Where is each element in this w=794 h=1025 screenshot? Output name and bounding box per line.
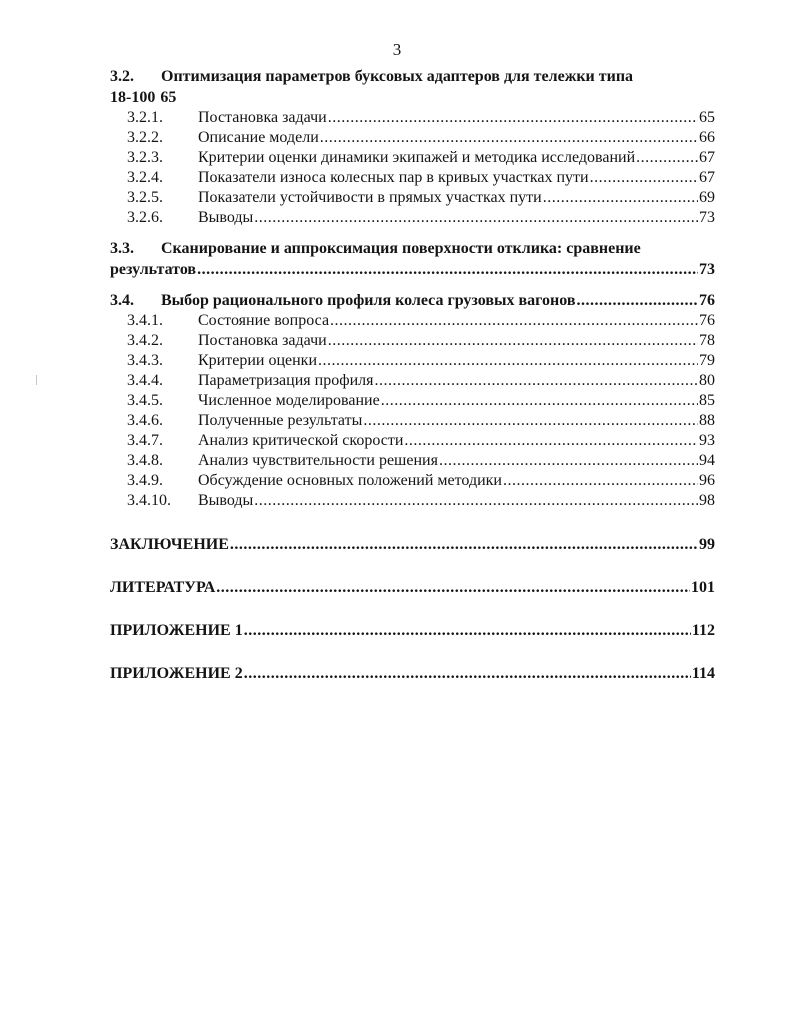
item-number: 3.2.3. [127, 149, 163, 166]
toc-item[interactable] [110, 491, 715, 511]
dot-leader [244, 619, 691, 643]
section-page: 76 [699, 292, 715, 309]
item-page: 88 [699, 412, 715, 429]
item-number: 3.4.8. [127, 452, 163, 469]
toc-conclusion[interactable] [110, 533, 715, 557]
entry-title: ПРИЛОЖЕНИЕ 1 [110, 622, 243, 639]
section-number: 3.2. [110, 68, 134, 85]
page-number: 3 [392, 40, 402, 59]
dot-leader [328, 331, 698, 351]
section-page: 65 [160, 89, 177, 106]
scan-artifact [36, 375, 37, 385]
item-number: 3.2.6. [127, 209, 163, 226]
toc-item[interactable] [110, 411, 715, 431]
dot-leader [254, 208, 698, 228]
toc-item[interactable] [110, 451, 715, 471]
entry-title: ЛИТЕРАТУРА [110, 579, 216, 596]
item-page: 98 [699, 492, 715, 509]
toc-item[interactable] [110, 331, 715, 351]
toc-section-3-3-continuation[interactable] [110, 259, 715, 280]
item-page: 67 [699, 169, 715, 186]
section-title: Сканирование и аппроксимация поверхности отклика: сравнение [161, 240, 641, 257]
dot-leader [230, 533, 698, 557]
item-number: 3.4.3. [127, 352, 163, 369]
dot-leader [320, 128, 698, 148]
item-number: 3.4.1. [127, 312, 163, 329]
item-page: 93 [699, 432, 715, 449]
toc-section-3-2-continuation[interactable] [110, 87, 715, 108]
dot-leader [439, 451, 698, 471]
item-number: 3.4.9. [127, 472, 163, 489]
toc-item[interactable] [110, 471, 715, 491]
toc-item[interactable] [110, 391, 715, 411]
dot-leader [576, 290, 698, 311]
section-title-continuation: 18-100 [110, 89, 156, 106]
dot-leader [197, 259, 698, 280]
item-page: 67 [699, 149, 715, 166]
dot-leader [404, 431, 698, 451]
section-title: Оптимизация параметров буксовых адаптеров для тележки типа [161, 68, 634, 85]
item-title: Анализ критической скорости [198, 432, 404, 449]
item-title: Параметризация профиля [198, 372, 374, 389]
item-number: 3.4.2. [127, 332, 163, 349]
item-page: 78 [699, 332, 715, 349]
dot-leader [328, 108, 698, 128]
section-title: Выбор рационального профиля колеса грузовых вагонов [161, 292, 576, 309]
item-page: 66 [699, 129, 715, 146]
item-number: 3.2.2. [127, 129, 163, 146]
entry-title: ЗАКЛЮЧЕНИЕ [110, 536, 229, 553]
dot-leader [503, 471, 698, 491]
section-number: 3.3. [110, 240, 134, 257]
toc-section-3-2[interactable] [110, 66, 715, 87]
item-title: Полученные результаты [198, 412, 363, 429]
toc-item[interactable] [110, 108, 715, 128]
toc-item[interactable] [110, 168, 715, 188]
item-page: 73 [699, 209, 715, 226]
item-title: Обсуждение основных положений методики [198, 472, 502, 489]
item-title: Критерии оценки динамики экипажей и методика исследований [198, 149, 636, 166]
section-title-continuation: результатов [110, 261, 197, 278]
toc-appendix-1[interactable] [110, 619, 715, 643]
toc-item[interactable] [110, 148, 715, 168]
dot-leader [216, 576, 690, 600]
item-page: 79 [699, 352, 715, 369]
dot-leader [543, 188, 698, 208]
toc-section-3-4[interactable] [110, 290, 715, 311]
toc-item[interactable] [110, 431, 715, 451]
toc-item[interactable] [110, 128, 715, 148]
toc-item[interactable] [110, 351, 715, 371]
toc-item[interactable] [110, 371, 715, 391]
item-title: Постановка задачи [198, 332, 327, 349]
entry-page: 101 [691, 579, 715, 596]
table-of-contents [110, 66, 715, 686]
entry-page: 112 [691, 622, 715, 639]
dot-leader [254, 491, 698, 511]
section-number: 3.4. [110, 292, 134, 309]
dot-leader [318, 351, 698, 371]
item-title: Выводы [198, 209, 254, 226]
dot-leader [636, 148, 698, 168]
item-page: 65 [699, 109, 715, 126]
item-title: Показатели износа колесных пар в кривых участках пути [198, 169, 589, 186]
item-number: 3.4.5. [127, 392, 163, 409]
item-title: Постановка задачи [198, 109, 327, 126]
item-title: Состояние вопроса [198, 312, 330, 329]
dot-leader [381, 391, 698, 411]
toc-item[interactable] [110, 208, 715, 228]
dot-leader [374, 371, 698, 391]
item-number: 3.2.4. [127, 169, 163, 186]
toc-item[interactable] [110, 311, 715, 331]
item-page: 76 [699, 312, 715, 329]
item-number: 3.4.6. [127, 412, 163, 429]
item-number: 3.4.10. [127, 492, 171, 509]
toc-item[interactable] [110, 188, 715, 208]
item-page: 80 [699, 372, 715, 389]
entry-page: 114 [691, 665, 715, 682]
item-number: 3.4.4. [127, 372, 163, 389]
dot-leader [363, 411, 698, 431]
entry-page: 99 [699, 536, 715, 553]
item-title: Численное моделирование [198, 392, 380, 409]
dot-leader [330, 311, 698, 331]
item-page: 94 [699, 452, 715, 469]
item-page: 96 [699, 472, 715, 489]
toc-appendix-2[interactable] [110, 662, 715, 686]
item-title: Анализ чувствительности решения [198, 452, 438, 469]
toc-literature[interactable] [110, 576, 715, 600]
item-title: Выводы [198, 492, 254, 509]
toc-section-3-3[interactable] [110, 238, 715, 259]
item-number: 3.4.7. [127, 432, 163, 449]
entry-title: ПРИЛОЖЕНИЕ 2 [110, 665, 243, 682]
item-title: Показатели устойчивости в прямых участках пути [198, 189, 542, 206]
item-number: 3.2.5. [127, 189, 163, 206]
dot-leader [244, 662, 691, 686]
item-page: 85 [699, 392, 715, 409]
dot-leader [590, 168, 698, 188]
item-number: 3.2.1. [127, 109, 163, 126]
item-title: Описание модели [198, 129, 319, 146]
item-title: Критерии оценки [198, 352, 318, 369]
section-page: 73 [699, 261, 715, 278]
item-page: 69 [699, 189, 715, 206]
